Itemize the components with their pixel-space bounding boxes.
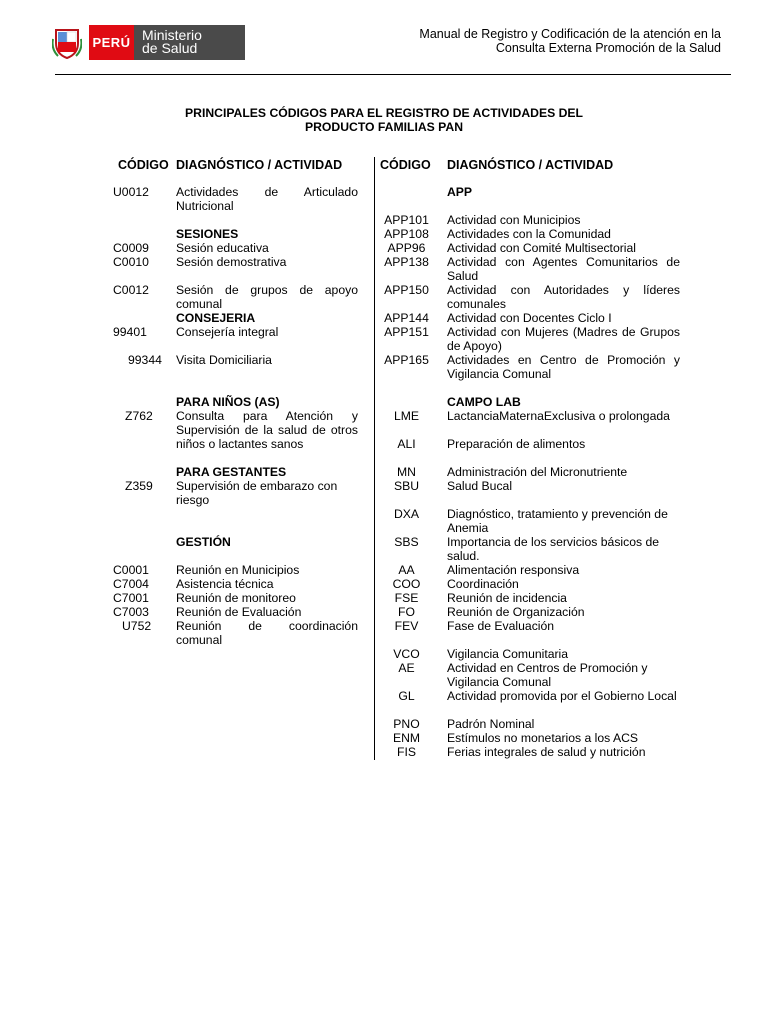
code: AE	[398, 661, 415, 675]
description: Estímulos no monetarios a los ACS	[447, 731, 639, 745]
code-header: CÓDIGO	[380, 158, 431, 172]
description: Reunión de monitoreo	[176, 591, 296, 605]
description: Actividades con la Comunidad	[447, 227, 611, 241]
code: GL	[398, 689, 415, 703]
section-title: GESTIÓN	[176, 535, 231, 549]
code: MN	[397, 465, 416, 479]
description: Diagnóstico, tratamiento y prevención de Anemia	[447, 507, 668, 535]
code: C0012	[113, 283, 149, 297]
description: Coordinación	[447, 577, 519, 591]
description: Actividad promovida por el Gobierno Local	[447, 689, 677, 703]
description: Vigilancia Comunitaria	[447, 647, 569, 661]
section-title: SESIONES	[176, 227, 239, 241]
column-divider	[374, 157, 375, 760]
code: VCO	[393, 647, 420, 661]
description: Fase de Evaluación	[447, 619, 555, 633]
description: Reunión de coordinación comunal	[176, 619, 358, 647]
document-title-line2: Consulta Externa Promoción de la Salud	[495, 41, 721, 55]
description: Reunión en Municipios	[176, 563, 300, 577]
code: U752	[122, 619, 152, 633]
code: 99344	[128, 353, 162, 367]
description: Visita Domiciliaria	[176, 353, 272, 367]
description: Actividad con Agentes Comunitarios de Salud	[447, 255, 680, 283]
code: SBU	[393, 479, 420, 493]
section-title: CAMPO LAB	[447, 395, 521, 409]
description: Sesión de grupos de apoyo comunal	[176, 283, 358, 311]
code: APP101	[384, 213, 429, 227]
code: APP150	[384, 283, 429, 297]
desc-header: DIAGNÓSTICO / ACTIVIDAD	[447, 158, 614, 172]
code: ENM	[392, 731, 421, 745]
description: Sesión educativa	[176, 241, 269, 255]
code: APP96	[387, 241, 426, 255]
page-title-line1: PRINCIPALES CÓDIGOS PARA EL REGISTRO DE ACTIVIDADES DEL	[185, 106, 583, 120]
right-column-header	[380, 157, 687, 173]
section-title: PARA GESTANTES	[176, 465, 287, 479]
minsa-logo	[44, 25, 245, 60]
description: Salud Bucal	[447, 479, 513, 493]
section-title: PARA NIÑOS (AS)	[176, 395, 280, 409]
code: 99401	[113, 325, 147, 339]
code: FIS	[397, 745, 416, 759]
document-title	[419, 27, 721, 55]
code: APP165	[384, 353, 429, 367]
document-title-line1: Manual de Registro y Codificación de la atención en la	[419, 27, 721, 41]
section-title: CONSEJERIA	[176, 311, 256, 325]
code: APP108	[384, 227, 429, 241]
description: Actividad en Centros de Promoción y Vigilancia Comunal	[447, 661, 648, 689]
logo-ministry-line1: Ministerio	[142, 27, 202, 43]
description: LactanciaMaternaExclusiva o prolongada	[447, 409, 670, 423]
description: Actividad con Docentes Ciclo I	[447, 311, 612, 325]
description: Administración del Micronutriente	[447, 465, 628, 479]
code: U0012	[113, 185, 149, 199]
page-title-line2: PRODUCTO FAMILIAS PAN	[305, 120, 463, 134]
code: C7003	[113, 605, 149, 619]
description: Importancia de los servicios básicos de salud.	[447, 535, 660, 563]
code: AA	[398, 563, 415, 577]
description: Reunión de Evaluación	[176, 605, 302, 619]
code: C0001	[113, 563, 149, 577]
description: Reunión de Organización	[447, 605, 585, 619]
description: Actividades en Centro de Promoción y Vigilancia Comunal	[447, 353, 680, 381]
code: DXA	[393, 507, 420, 521]
code: Z359	[125, 479, 153, 493]
description: Reunión de incidencia	[447, 591, 567, 605]
description: Alimentación responsiva	[447, 563, 580, 577]
page-header	[0, 0, 768, 80]
logo-country: PERÚ	[89, 25, 134, 60]
description: Ferias integrales de salud y nutrición	[447, 745, 646, 759]
description: Supervisión de embarazo con riesgo	[176, 479, 338, 507]
description: Actividad con Municipios	[447, 213, 581, 227]
description: Actividades de Articulado Nutricional	[176, 185, 358, 213]
code: PNO	[393, 717, 420, 731]
code: C7001	[113, 591, 149, 605]
code: ALI	[397, 437, 416, 451]
code-header: CÓDIGO	[118, 158, 169, 172]
code: COO	[392, 577, 421, 591]
logo-ministry-line2: de Salud	[142, 40, 198, 56]
code: FSE	[394, 591, 419, 605]
description: Actividad con Comité Multisectorial	[447, 241, 636, 255]
code: C7004	[113, 577, 149, 591]
left-column-header	[113, 157, 373, 173]
code: SBS	[394, 535, 419, 549]
description: Actividad con Mujeres (Madres de Grupos de Apoyo)	[447, 325, 680, 353]
coat-of-arms-icon	[44, 25, 89, 60]
code: APP151	[384, 325, 429, 339]
page-title	[0, 106, 768, 134]
description: Preparación de alimentos	[447, 437, 586, 451]
description: Consejería integral	[176, 325, 279, 339]
code: Z762	[125, 409, 153, 423]
code: C0009	[113, 241, 149, 255]
logo-ministry	[134, 25, 245, 60]
code: APP144	[384, 311, 429, 325]
code: APP138	[384, 255, 429, 269]
code: FEV	[394, 619, 419, 633]
section-title: APP	[447, 185, 473, 199]
desc-header: DIAGNÓSTICO / ACTIVIDAD	[176, 158, 343, 172]
description: Asistencia técnica	[176, 577, 274, 591]
header-divider	[55, 74, 731, 75]
code: FO	[398, 605, 415, 619]
description: Padrón Nominal	[447, 717, 535, 731]
description: Sesión demostrativa	[176, 255, 287, 269]
description: Actividad con Autoridades y líderes comunales	[447, 283, 680, 311]
code: C0010	[113, 255, 149, 269]
description: Consulta para Atención y Supervisión de la salud de otros niños o lactantes sanos	[176, 409, 358, 451]
code: LME	[393, 409, 420, 423]
